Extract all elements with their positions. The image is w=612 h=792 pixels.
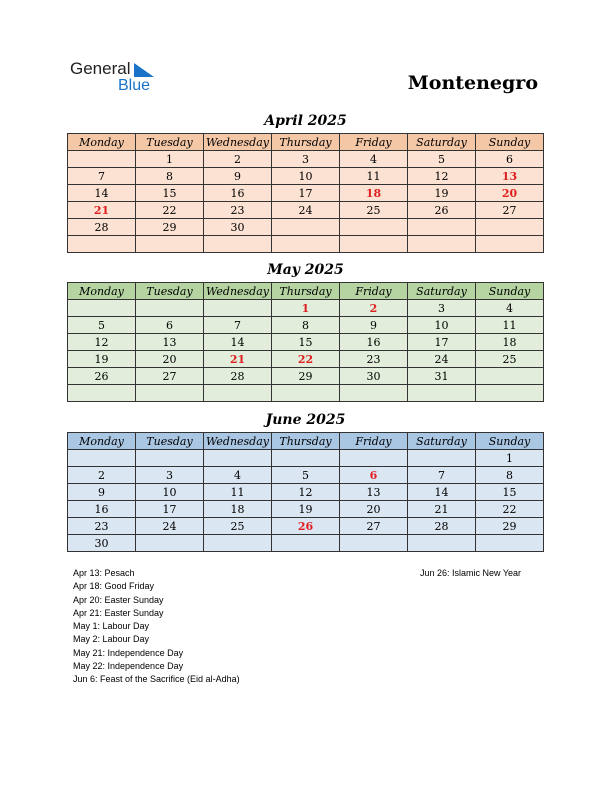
week-row (68, 385, 544, 402)
logo (70, 60, 150, 94)
day-cell (408, 236, 476, 253)
holiday-note: Jun 26: Islamic New Year (420, 568, 522, 578)
weekday-header: Tuesday (136, 433, 204, 450)
day-cell: 24 (136, 518, 204, 535)
day-cell (340, 450, 408, 467)
day-cell (272, 535, 340, 552)
day-cell (340, 535, 408, 552)
weekday-header: Sunday (476, 433, 544, 450)
day-cell: 16 (340, 334, 408, 351)
week-row (68, 219, 544, 236)
day-cell: 10 (272, 168, 340, 185)
holiday-notes-left (73, 567, 240, 687)
day-cell: 8 (476, 467, 544, 484)
day-cell: 3 (136, 467, 204, 484)
day-cell (340, 236, 408, 253)
day-cell: 9 (204, 168, 272, 185)
day-cell: 22 (272, 351, 340, 368)
day-cell: 9 (340, 317, 408, 334)
day-cell (68, 450, 136, 467)
day-cell (204, 535, 272, 552)
day-cell (476, 368, 544, 385)
day-cell: 22 (136, 202, 204, 219)
day-cell: 20 (340, 501, 408, 518)
day-cell (476, 236, 544, 253)
day-cell (68, 236, 136, 253)
weekday-header: Saturday (408, 283, 476, 300)
day-cell (136, 535, 204, 552)
day-cell: 1 (272, 300, 340, 317)
day-cell: 7 (204, 317, 272, 334)
day-cell: 17 (408, 334, 476, 351)
holiday-notes-right (420, 567, 521, 580)
day-cell (340, 385, 408, 402)
day-cell: 17 (136, 501, 204, 518)
calendar-may (67, 282, 544, 402)
week-row (68, 450, 544, 467)
week-row (68, 202, 544, 219)
day-cell (272, 219, 340, 236)
logo-line1: General (70, 59, 131, 78)
day-cell: 2 (204, 151, 272, 168)
day-cell: 15 (272, 334, 340, 351)
holiday-note: Apr 13: Pesach (73, 568, 135, 578)
holiday-note: Jun 6: Feast of the Sacrifice (Eid al-Adha) (73, 674, 240, 685)
calendar-april (67, 133, 544, 253)
day-cell: 9 (68, 484, 136, 501)
holiday-note: Apr 18: Good Friday (73, 581, 155, 592)
day-cell (136, 236, 204, 253)
day-cell: 30 (340, 368, 408, 385)
day-cell: 13 (340, 484, 408, 501)
day-cell: 26 (272, 518, 340, 535)
day-cell: 26 (68, 368, 136, 385)
day-cell: 27 (476, 202, 544, 219)
weekday-header: Monday (68, 433, 136, 450)
day-cell (204, 450, 272, 467)
weekday-header: Friday (340, 433, 408, 450)
day-cell: 13 (136, 334, 204, 351)
day-cell: 10 (408, 317, 476, 334)
day-cell: 30 (204, 219, 272, 236)
day-cell: 23 (204, 202, 272, 219)
day-cell: 28 (68, 219, 136, 236)
day-cell: 16 (68, 501, 136, 518)
day-cell (272, 385, 340, 402)
weekday-header: Tuesday (136, 283, 204, 300)
day-cell: 29 (476, 518, 544, 535)
week-row (68, 467, 544, 484)
month-title-june: June 2025 (265, 412, 346, 428)
weekday-header: Saturday (408, 134, 476, 151)
logo-flag-icon (134, 63, 154, 77)
day-cell (204, 300, 272, 317)
day-cell: 2 (68, 467, 136, 484)
day-cell (68, 385, 136, 402)
day-cell (204, 385, 272, 402)
weekday-header: Sunday (476, 134, 544, 151)
weekday-header: Tuesday (136, 134, 204, 151)
day-cell: 12 (272, 484, 340, 501)
day-cell: 23 (68, 518, 136, 535)
weekday-header: Thursday (272, 283, 340, 300)
week-row (68, 151, 544, 168)
day-cell: 25 (204, 518, 272, 535)
day-cell: 1 (476, 450, 544, 467)
day-cell: 29 (136, 219, 204, 236)
day-cell: 3 (408, 300, 476, 317)
day-cell (408, 450, 476, 467)
day-cell: 11 (340, 168, 408, 185)
day-cell: 8 (272, 317, 340, 334)
month-title-may: May 2025 (267, 262, 344, 278)
day-cell: 19 (408, 185, 476, 202)
day-cell: 11 (476, 317, 544, 334)
week-row (68, 535, 544, 552)
day-cell: 4 (476, 300, 544, 317)
day-cell: 25 (340, 202, 408, 219)
day-cell (68, 300, 136, 317)
day-cell: 28 (204, 368, 272, 385)
day-cell (476, 385, 544, 402)
day-cell: 20 (136, 351, 204, 368)
weekday-header: Friday (340, 134, 408, 151)
day-cell: 21 (408, 501, 476, 518)
day-cell (408, 219, 476, 236)
day-cell: 21 (204, 351, 272, 368)
day-cell: 16 (204, 185, 272, 202)
week-row (68, 501, 544, 518)
day-cell: 28 (408, 518, 476, 535)
day-cell: 3 (272, 151, 340, 168)
week-row (68, 317, 544, 334)
weekday-header: Saturday (408, 433, 476, 450)
day-cell: 29 (272, 368, 340, 385)
holiday-note: Apr 21: Easter Sunday (73, 607, 164, 618)
weekday-header-row (68, 433, 544, 450)
day-cell: 5 (272, 467, 340, 484)
day-cell: 20 (476, 185, 544, 202)
day-cell: 11 (204, 484, 272, 501)
day-cell (136, 450, 204, 467)
day-cell (476, 219, 544, 236)
day-cell: 17 (272, 185, 340, 202)
day-cell: 24 (408, 351, 476, 368)
day-cell: 6 (476, 151, 544, 168)
day-cell: 7 (408, 467, 476, 484)
week-row (68, 168, 544, 185)
week-row (68, 368, 544, 385)
day-cell: 31 (408, 368, 476, 385)
weekday-header: Wednesday (204, 134, 272, 151)
day-cell: 27 (136, 368, 204, 385)
day-cell (272, 450, 340, 467)
logo-line2: Blue (118, 77, 151, 94)
day-cell: 6 (340, 467, 408, 484)
country-title: Montenegro (407, 72, 538, 94)
day-cell: 14 (204, 334, 272, 351)
day-cell: 25 (476, 351, 544, 368)
day-cell: 13 (476, 168, 544, 185)
holiday-note: May 2: Labour Day (73, 634, 150, 645)
day-cell: 5 (408, 151, 476, 168)
holiday-note: May 22: Independence Day (73, 661, 184, 672)
day-cell: 2 (340, 300, 408, 317)
day-cell: 30 (68, 535, 136, 552)
holiday-note: Apr 20: Easter Sunday (73, 594, 164, 605)
week-row (68, 300, 544, 317)
day-cell: 19 (272, 501, 340, 518)
week-row (68, 518, 544, 535)
day-cell: 27 (340, 518, 408, 535)
weekday-header-row (68, 134, 544, 151)
day-cell: 15 (476, 484, 544, 501)
day-cell (476, 535, 544, 552)
day-cell: 10 (136, 484, 204, 501)
day-cell: 19 (68, 351, 136, 368)
day-cell: 6 (136, 317, 204, 334)
day-cell (340, 219, 408, 236)
day-cell (68, 151, 136, 168)
day-cell (204, 236, 272, 253)
day-cell: 18 (476, 334, 544, 351)
day-cell: 12 (68, 334, 136, 351)
weekday-header: Monday (68, 134, 136, 151)
week-row (68, 351, 544, 368)
weekday-header: Wednesday (204, 433, 272, 450)
weekday-header: Sunday (476, 283, 544, 300)
week-row (68, 334, 544, 351)
day-cell (136, 385, 204, 402)
day-cell: 26 (408, 202, 476, 219)
week-row (68, 236, 544, 253)
weekday-header: Thursday (272, 134, 340, 151)
week-row (68, 484, 544, 501)
holiday-note: May 1: Labour Day (73, 621, 150, 632)
day-cell: 21 (68, 202, 136, 219)
calendar-june (67, 432, 544, 552)
day-cell: 4 (204, 467, 272, 484)
day-cell: 15 (136, 185, 204, 202)
day-cell: 7 (68, 168, 136, 185)
week-row (68, 185, 544, 202)
day-cell: 4 (340, 151, 408, 168)
day-cell (408, 385, 476, 402)
day-cell: 24 (272, 202, 340, 219)
day-cell (408, 535, 476, 552)
weekday-header: Monday (68, 283, 136, 300)
day-cell: 18 (340, 185, 408, 202)
day-cell: 18 (204, 501, 272, 518)
weekday-header: Thursday (272, 433, 340, 450)
day-cell: 22 (476, 501, 544, 518)
day-cell: 5 (68, 317, 136, 334)
day-cell: 12 (408, 168, 476, 185)
day-cell (136, 300, 204, 317)
day-cell: 8 (136, 168, 204, 185)
weekday-header-row (68, 283, 544, 300)
day-cell (272, 236, 340, 253)
weekday-header: Wednesday (204, 283, 272, 300)
day-cell: 23 (340, 351, 408, 368)
month-title-april: April 2025 (264, 113, 347, 129)
day-cell: 14 (68, 185, 136, 202)
day-cell: 14 (408, 484, 476, 501)
weekday-header: Friday (340, 283, 408, 300)
holiday-note: May 21: Independence Day (73, 647, 184, 658)
day-cell: 1 (136, 151, 204, 168)
